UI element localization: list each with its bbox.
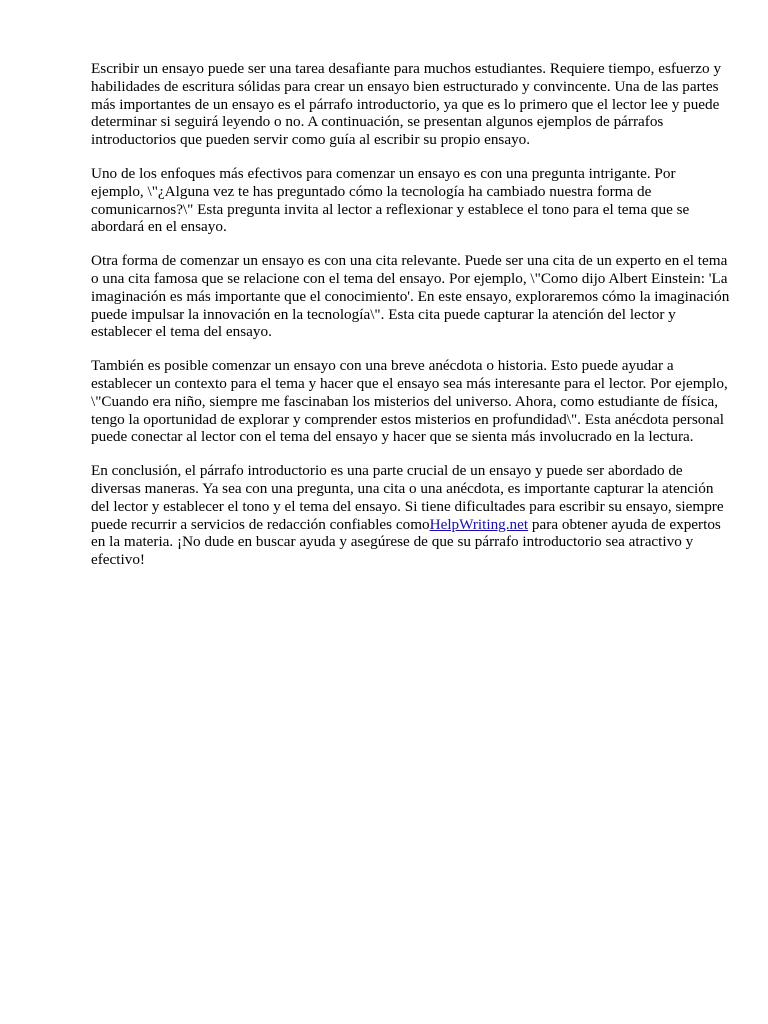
- document-body: [91, 60, 731, 585]
- conclusion-paragraph: [91, 462, 731, 569]
- quote-paragraph: Otra forma de comenzar un ensayo es con una cita relevante. Puede ser una cita de un experto en el tema o una cita famosa que se relacione con el tema del ensayo. Por ejemplo, \"Como dijo Albert Einstein: 'La imaginación es más importante que el conocimiento'. En este ensayo, exploraremos cómo la imaginación puede impulsar la innovación en la tecnología\". Esta cita puede capturar la atención del lector y establecer el tema del ensayo.: [91, 252, 730, 341]
- question-paragraph: Uno de los enfoques más efectivos para comenzar un ensayo es con una pregunta intrigante. Por ejemplo, \"¿Alguna vez te has preguntado cómo la tecnología ha cambiado nuestra forma de comunicarnos?\" Esta pregunta invita al lector a reflexionar y establece el tono para el tema que se abordará en el ensayo.: [91, 164, 690, 236]
- conclusion-text-before-link: En conclusión, el párrafo introductorio es una parte crucial de un ensayo y puede ser abordado de diversas maneras. Ya sea con una pregunta, una cita o una anécdota, es importante capturar la atención del lector y establecer el tono y el tema del ensayo. Si tiene dificultades para escribir su ensayo, siempre puede recurrir a servicios de redacción confiables como: [91, 462, 724, 533]
- anecdote-paragraph: También es posible comenzar un ensayo con una breve anécdota o historia. Esto puede ayudar a establecer un contexto para el tema y hacer que el ensayo sea más interesante para el lector. Por ejemplo, \"Cuando era niño, siempre me fascinaban los misterios del universo. Ahora, como estudiante de física, tengo la oportunidad de explorar y comprender estos misterios en profundidad\". Esta anécdota personal puede conectar al lector con el tema del ensayo y hacer que se sienta más involucrado en la lectura.: [91, 357, 728, 446]
- conclusion-text-after-link: para obtener ayuda de expertos en la materia. ¡No dude en buscar ayuda y asegúrese de que su párrafo introductorio sea atractivo y efectivo!: [91, 515, 721, 569]
- helpwriting-link[interactable]: HelpWriting.net: [429, 515, 529, 533]
- intro-paragraph: Escribir un ensayo puede ser una tarea desafiante para muchos estudiantes. Requiere tiempo, esfuerzo y habilidades de escritura sólidas para crear un ensayo bien estructurado y convincente. Una de las partes más importantes de un ensayo es el párrafo introductorio, ya que es lo primero que el lector lee y puede determinar si seguirá leyendo o no. A continuación, se presentan algunos ejemplos de párrafos introductorios que pueden servir como guía al escribir su propio ensayo.: [91, 60, 722, 149]
